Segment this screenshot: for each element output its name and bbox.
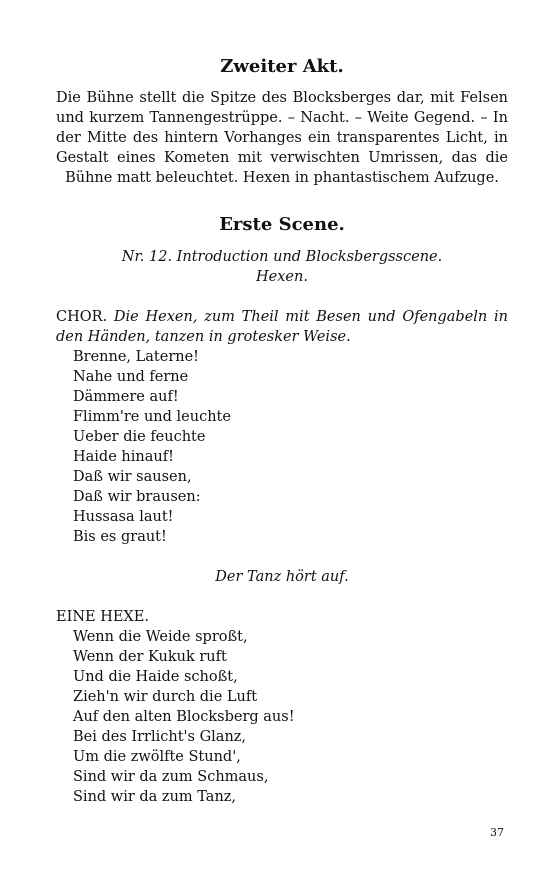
verse-line: Sind wir da zum Tanz, (73, 789, 237, 805)
verse-line: Daß wir sausen, (73, 469, 192, 485)
verse-line: Bis es graut! (73, 529, 167, 545)
act-description: Die Bühne stellt die Spitze des Blocksberges dar, mit Felsen und kurzem Tannengestrüppe. – Nacht. – Weite Gegend. – In der Mitte des hintern Vorhanges ein transparentes Licht, in Gestalt eines Kometen mit verwischten Umrissen, das die Bühne matt beleuchtet. Hexen in phantastischem Aufzuge. (56, 90, 508, 186)
verse-line: Hussasa laut! (73, 509, 174, 525)
chorus-heading (56, 307, 508, 347)
chorus-speaker: CHOR. (56, 309, 108, 325)
page-number: 37 (490, 826, 504, 839)
verse-line: Zieh'n wir durch die Luft (73, 689, 258, 705)
witch-speaker: EINE HEXE. (56, 609, 149, 625)
stage-direction: Der Tanz hört auf. (215, 569, 349, 585)
verse-line: Ueber die feuchte (73, 429, 206, 445)
verse-line: Brenne, Laterne! (73, 349, 200, 365)
verse-line: Und die Haide schoßt, (73, 669, 238, 685)
verse-line: Flimm're und leuchte (73, 409, 231, 425)
verse-line: Um die zwölfte Stund', (73, 749, 241, 765)
verse-line: Sind wir da zum Schmaus, (73, 769, 269, 785)
verse-line: Wenn die Weide sproßt, (73, 629, 248, 645)
spacer (56, 287, 508, 307)
verse-line: Bei des Irrlicht's Glanz, (73, 729, 247, 745)
verse-line: Auf den alten Blocksberg aus! (73, 709, 295, 725)
verse-line: Daß wir brausen: (73, 489, 201, 505)
chorus-direction: Die Hexen, zum Theil mit Besen und Ofengabeln in den Händen, tanzen in grotesker Weise. (56, 309, 509, 345)
scene-number-line: Nr. 12. Introduction und Blocksbergsscene. (121, 249, 443, 265)
act-title: Zweiter Akt. (220, 56, 344, 77)
scene-title: Erste Scene. (219, 214, 345, 235)
verse-line: Nahe und ferne (73, 369, 189, 385)
chorus-verse (56, 347, 508, 547)
spacer (56, 547, 508, 567)
scene-characters: Hexen. (256, 269, 308, 285)
section-spacer (56, 188, 508, 214)
spacer (56, 587, 508, 607)
page-body (56, 56, 508, 807)
verse-line: Dämmere auf! (73, 389, 179, 405)
scene-subtitle (56, 247, 508, 287)
verse-line: Haide hinauf! (73, 449, 174, 465)
verse-line: Wenn der Kukuk ruft (73, 649, 227, 665)
witch-verse (56, 627, 508, 807)
